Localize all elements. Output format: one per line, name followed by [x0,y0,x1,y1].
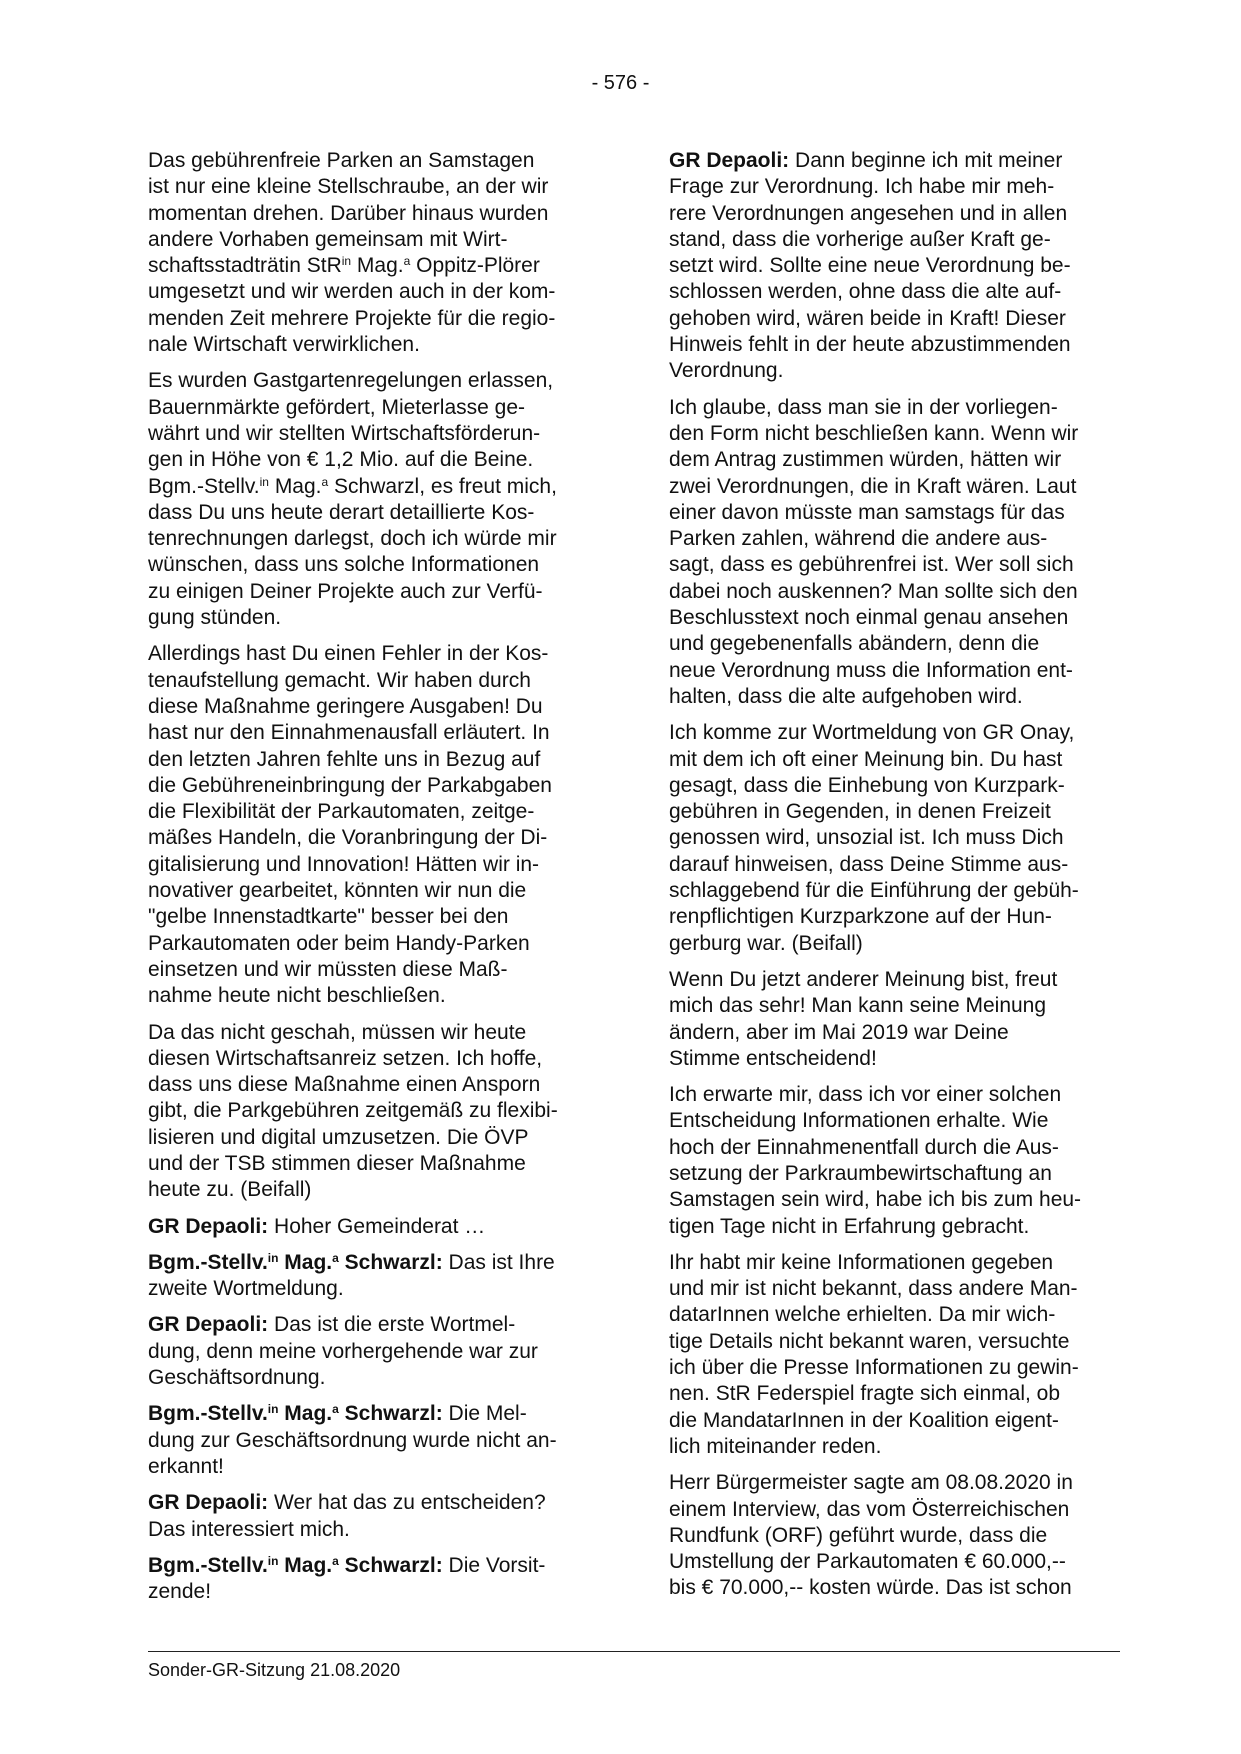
speaker-name: Bgm.-Stellv.$^{in}$ Mag.$^a$ Schwarzl: [148,1250,443,1274]
footer-divider [148,1651,1120,1652]
paragraph: Ihr habt mir keine Informationen gegeben und mir ist nicht bekannt, dass andere Man- datarInnen welche erhielten. Da mir wich- tige Details nicht bekannt waren, versuchte ich über die Presse Informationen zu gewin- nen. StR Federspiel fragte sich einmal, ob die MandatarInnen in der Koalition eigent- lich miteinander reden. [669,1250,1079,1458]
speaker-name: GR Depaoli: [148,1313,269,1337]
speaker-name: Bgm.-Stellv.$^{in}$ Mag.$^a$ Schwarzl: [148,1402,443,1426]
speaker-name: GR Depaoli: [148,1214,269,1238]
speaker-name: GR Depaoli: [148,1491,269,1515]
speech-entry: GR Depaoli: Wer hat das zu entscheiden? Das interessiert mich. [148,1491,546,1541]
paragraph: Ich erwarte mir, dass ich vor einer solchen Entscheidung Informationen erhalte. Wie hoch der Einnahmenentfall durch die Aus- setzung der Parkraumbewirtschaftung an Samstagen sein wird, habe ich bis zum heu- tigen Tage nicht in Erfahrung gebracht. [669,1083,1082,1238]
speech-entry: GR Depaoli: Das ist die erste Wortmel- dung, denn meine vorhergehende war zur Geschäftsordnung. [148,1313,538,1390]
speech-entry: GR Depaoli: Hoher Gemeinderat … [148,1214,486,1238]
speech-entry: GR Depaoli: Dann beginne ich mit meiner Frage zur Verordnung. Ich habe mir meh- rere Verordnungen angesehen und in allen stand, dass die vorherige außer Kraft ge- setzt wird. Sollte eine neue Verordnung be- schlossen werden, ohne dass die alte auf- gehoben wird, wären beide in Kraft! Dieser Hinweis fehlt in der heute abzustimmenden Verordnung. [669,149,1071,383]
paragraph: Das gebührenfreie Parken an Samstagen ist nur eine kleine Stellschraube, an der wir momentan drehen. Darüber hinaus wurden andere Vorhaben gemeinsam mit Wirt- schaftsstadträtin StR$^{in}$ Mag.$^a$ Oppitz-Plörer umgesetzt und wir werden auch in der kom- menden Zeit mehrere Projekte für die regio- nale Wirtschaft verwirklichen. [148,149,556,357]
paragraph: Ich glaube, dass man sie in der vorliegen- den Form nicht beschließen kann. Wenn wir dem Antrag zustimmen würden, hätten wir zwei Verordnungen, die in Kraft wären. Laut einer davon müsste man samstags für das Parken zahlen, während die andere aus- sagt, dass es gebührenfrei ist. Wer soll sich dabei noch auskennen? Man sollte sich den Beschlusstext noch einmal genau ansehen und gegebenenfalls abändern, denn die neue Verordnung muss die Information ent- halten, dass die alte aufgehoben wird. [669,395,1079,708]
paragraph: Da das nicht geschah, müssen wir heute diesen Wirtschaftsanreiz setzen. Ich hoffe, dass uns diese Maßnahme einen Ansporn gibt, die Parkgebühren zeitgemäß zu flexibi- lisieren und digital umzusetzen. Die ÖVP und der TSB stimmen dieser Maßnahme heute zu. (Beifall) [148,1020,558,1202]
paragraph: Wenn Du jetzt anderer Meinung bist, freut mich das sehr! Man kann seine Meinung ändern, aber im Mai 2019 war Deine Stimme entscheidend! [669,967,1058,1070]
speech-entry: Bgm.-Stellv.$^{in}$ Mag.$^a$ Schwarzl: Die Vorsit- zende! [148,1553,546,1604]
right-column [669,148,1124,1612]
speech-entry: Bgm.-Stellv.$^{in}$ Mag.$^a$ Schwarzl: Das ist Ihre zweite Wortmeldung. [148,1250,555,1301]
page-number: - 576 - [591,72,650,94]
speaker-name: Bgm.-Stellv.$^{in}$ Mag.$^a$ Schwarzl: [148,1553,443,1577]
speech-entry: Bgm.-Stellv.$^{in}$ Mag.$^a$ Schwarzl: Die Mel- dung zur Geschäftsordnung wurde nicht an- erkannt! [148,1402,557,1478]
left-column [148,148,603,1615]
paragraph: Allerdings hast Du einen Fehler in der Kos- tenaufstellung gemacht. Wir haben durch diese Maßnahme geringere Ausgaben! Du hast nur den Einnahmenausfall erläutert. In den letzten Jahren fehlte uns in Bezug auf die Gebühreneinbringung der Parkabgaben die Flexibilität der Parkautomaten, zeitge- mäßes Handeln, die Voranbringung der Di- gitalisierung und Innovation! Hätten wir in- novativer gearbeitet, könnten wir nun die "gelbe Innenstadtkarte" besser bei den Parkautomaten oder beim Handy-Parken einsetzen und wir müssten diese Maß- nahme heute nicht beschließen. [148,642,552,1008]
paragraph: Ich komme zur Wortmeldung von GR Onay, mit dem ich oft einer Meinung bin. Du hast gesagt, dass die Einhebung von Kurzpark- gebühren in Gegenden, in denen Freizeit genossen wird, unsozial ist. Ich muss Dich darauf hinweisen, dass Deine Stimme aus- schlaggebend für die Einführung der gebüh- renpflichtigen Kurzparkzone auf der Hun- gerburg war. (Beifall) [669,721,1079,955]
speaker-name: GR Depaoli: [669,149,790,172]
paragraph: Es wurden Gastgartenregelungen erlassen, Bauernmärkte gefördert, Mieterlasse ge- währt und wir stellten Wirtschaftsförderun- gen in Höhe von € 1,2 Mio. auf die Beine. Bgm.-Stellv.$^{in}$ Mag.$^a$ Schwarzl, es freut mich, dass Du uns heute derart detaillierte Kos- tenrechnungen darlegst, doch ich würde mir wünschen, dass uns solche Informationen zu einigen Deiner Projekte auch zur Verfü- gung stünden. [148,369,557,630]
paragraph: Herr Bürgermeister sagte am 08.08.2020 in einem Interview, das vom Österreichischen Rundfunk (ORF) geführt wurde, dass die Umstellung der Parkautomaten € 60.000,-- bis € 70.000,-- kosten würde. Das ist schon [669,1471,1073,1600]
footer-session-label: Sonder-GR-Sitzung 21.08.2020 [148,1660,401,1680]
